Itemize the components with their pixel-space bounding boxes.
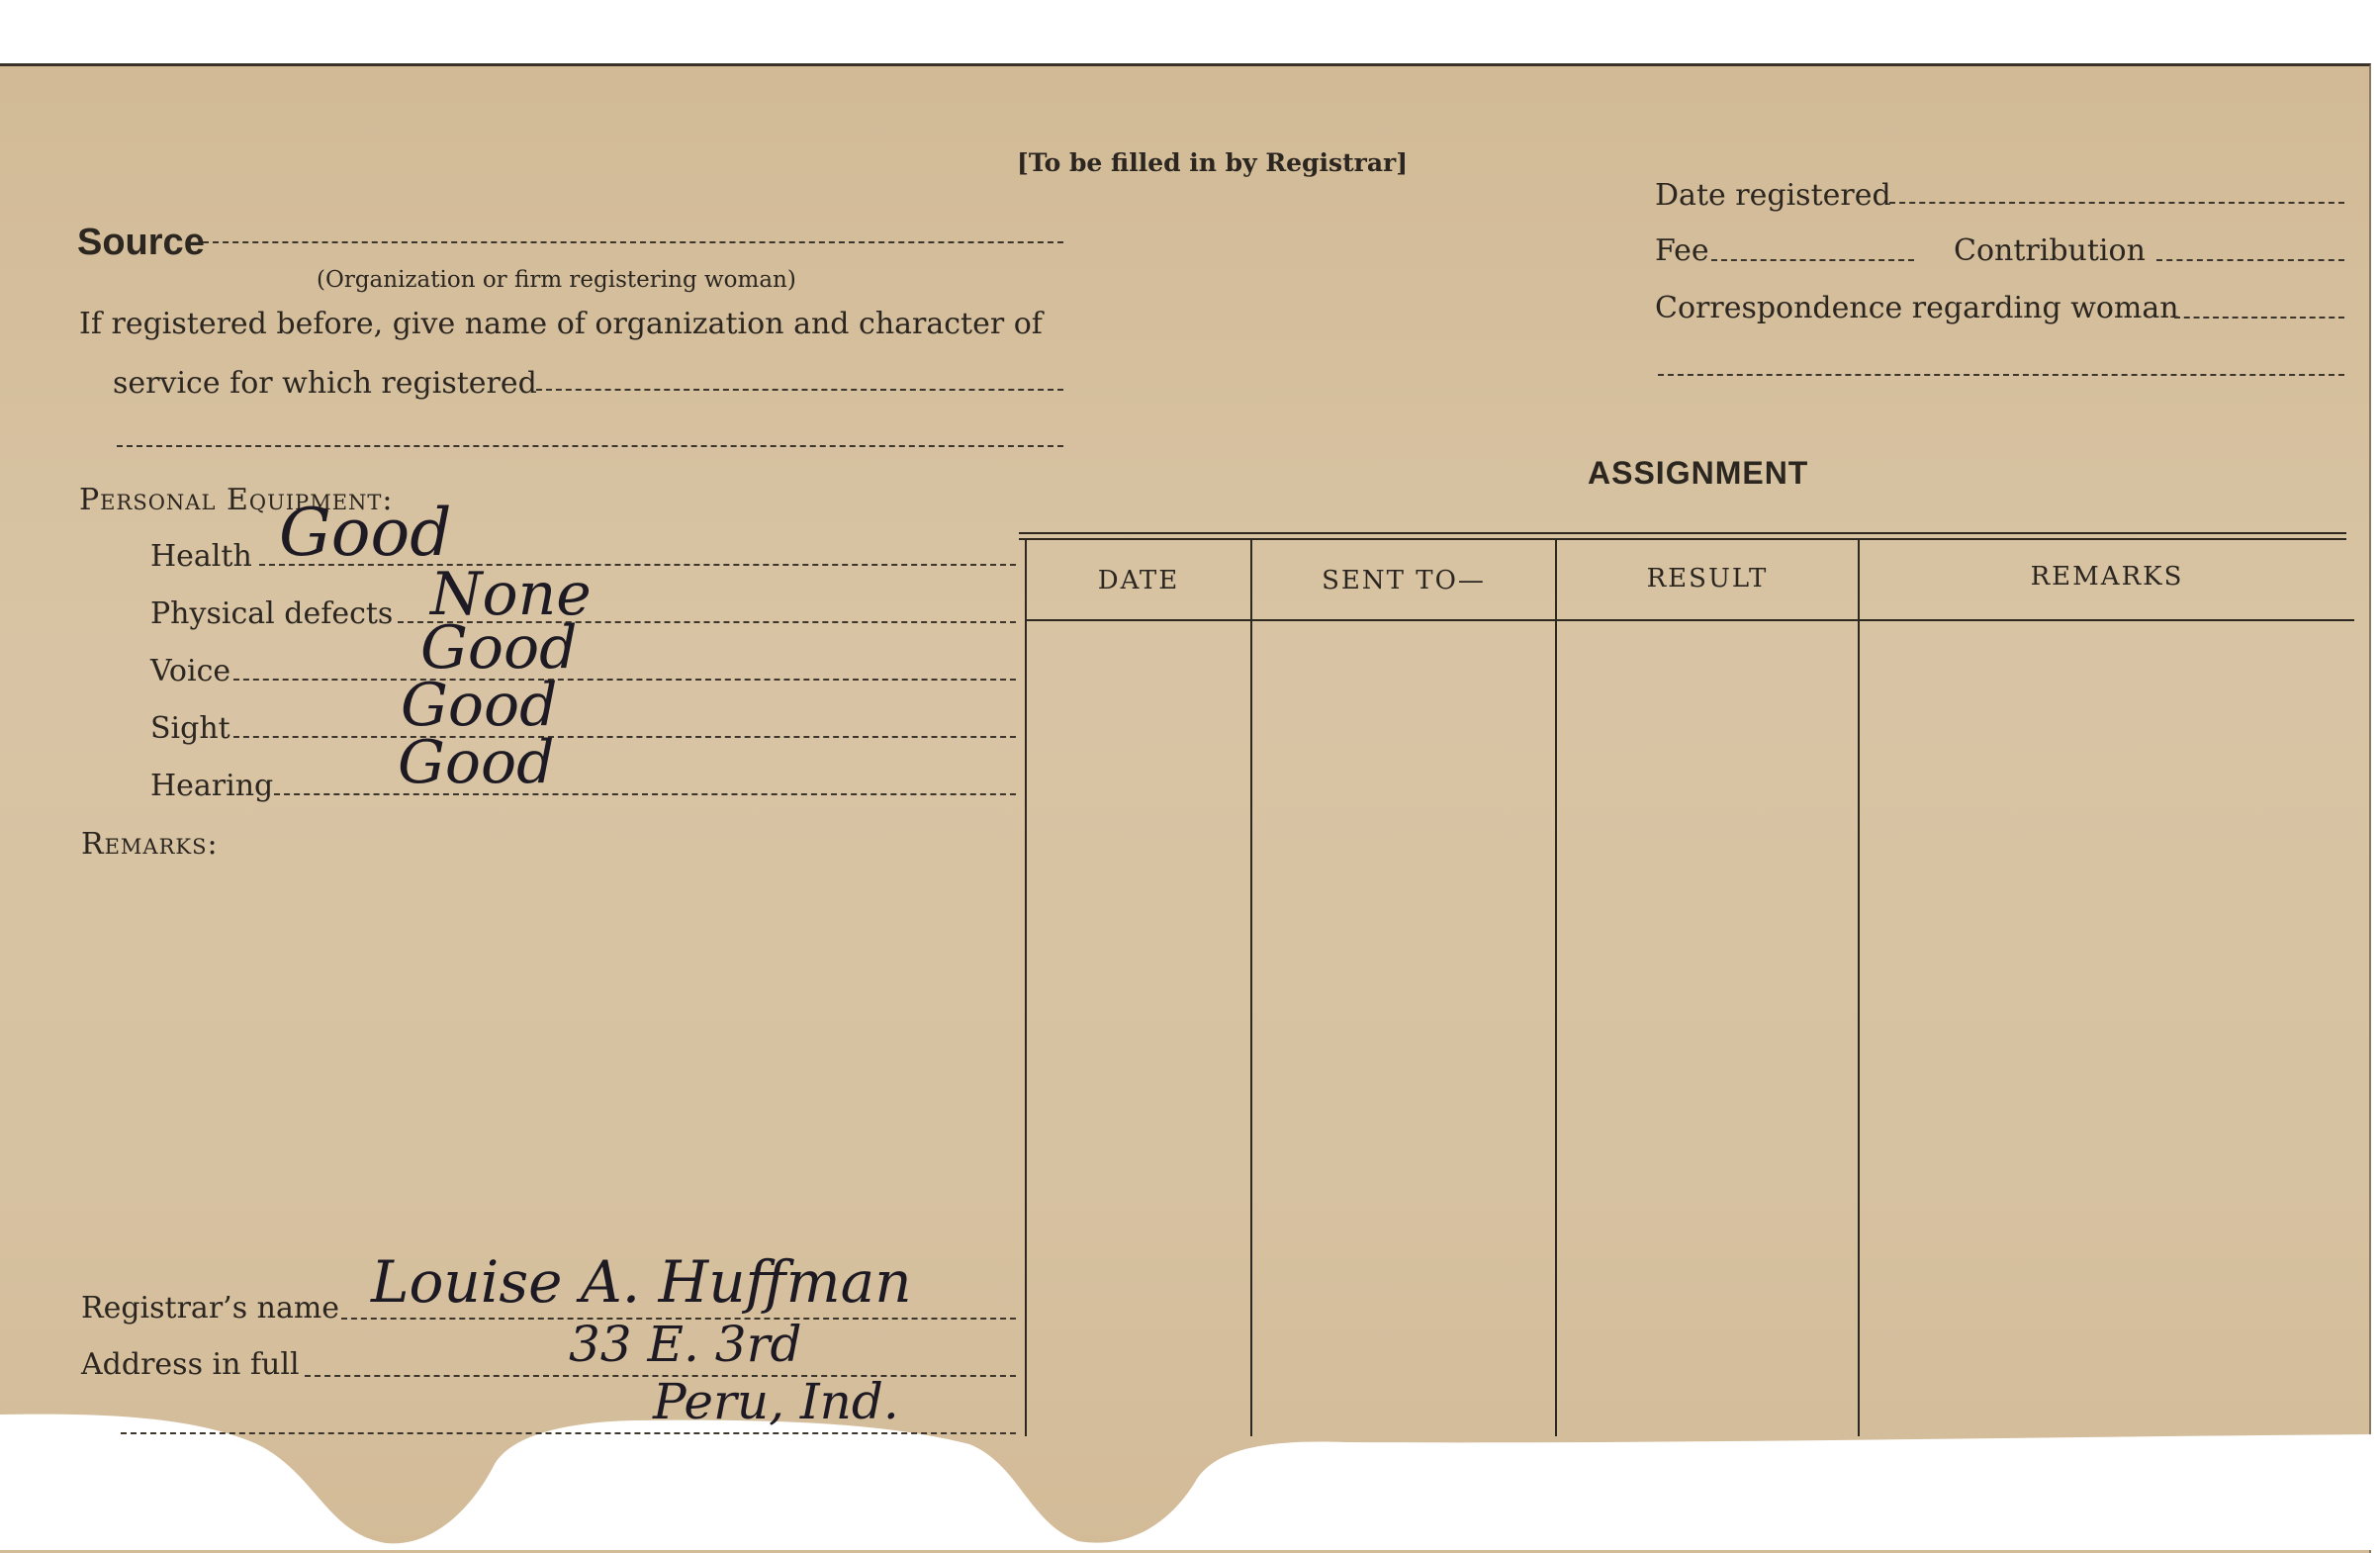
personal-equipment-title: Personal Equipment:: [79, 483, 394, 517]
voice-line[interactable]: [233, 679, 1016, 681]
column-divider-1: [1250, 540, 1252, 1436]
column-divider-2: [1555, 540, 1557, 1436]
health-value: Good: [279, 495, 452, 571]
registered-before-line-1[interactable]: [536, 389, 1063, 391]
assignment-top-rule: [1019, 532, 2346, 534]
correspondence-label: Correspondence regarding woman: [1655, 291, 2179, 325]
assignment-title: ASSIGNMENT: [1588, 455, 1809, 491]
correspondence-line-2[interactable]: [1658, 374, 2344, 376]
registrar-name-value: Louise A. Huffman: [371, 1248, 912, 1316]
hearing-value: Good: [398, 728, 555, 797]
voice-label: Voice: [150, 654, 231, 688]
hearing-label: Hearing: [150, 769, 274, 803]
date-registered-label: Date registered: [1655, 178, 1891, 213]
torn-edge: [0, 1385, 2380, 1550]
sight-label: Sight: [150, 711, 230, 746]
registered-before-label-1: If registered before, give name of organization and character of: [79, 307, 1043, 341]
physical-defects-label: Physical defects: [150, 596, 394, 631]
column-header-sent-to: SENT TO—: [1322, 566, 1486, 595]
fee-label: Fee: [1655, 233, 1709, 268]
remarks-label: Remarks:: [81, 827, 219, 862]
column-header-remarks: REMARKS: [2030, 562, 2184, 592]
contribution-label: Contribution: [1954, 233, 2146, 268]
source-label: Source: [77, 222, 205, 263]
address-label: Address in full: [81, 1347, 300, 1382]
registered-before-line-2[interactable]: [117, 445, 1063, 447]
contribution-line[interactable]: [2156, 259, 2344, 261]
sight-value: Good: [401, 671, 558, 740]
column-divider-0: [1025, 540, 1027, 1436]
registrar-note: [To be filled in by Registrar]: [1017, 148, 1409, 177]
address-value-2: Peru, Ind.: [653, 1373, 899, 1430]
source-line[interactable]: [203, 241, 1063, 243]
date-registered-line[interactable]: [1889, 202, 2344, 204]
health-label: Health: [150, 539, 252, 574]
source-hint: (Organization or firm registering woman): [317, 267, 796, 293]
column-header-result: RESULT: [1646, 564, 1769, 594]
column-header-date: DATE: [1097, 566, 1180, 595]
sight-line[interactable]: [233, 736, 1016, 738]
fee-line[interactable]: [1711, 259, 1914, 261]
assignment-top-rule-2: [1019, 538, 2346, 540]
header-rule: [1025, 619, 2354, 621]
physical-defects-value: None: [430, 560, 592, 629]
column-divider-3: [1858, 540, 1860, 1436]
registered-before-label-2: service for which registered: [113, 366, 537, 401]
correspondence-line-1[interactable]: [2174, 317, 2344, 319]
address-line-2[interactable]: [121, 1432, 1016, 1434]
address-value-1: 33 E. 3rd: [569, 1316, 802, 1373]
voice-value: Good: [420, 613, 578, 683]
registrar-name-label: Registrar’s name: [81, 1291, 340, 1325]
hearing-line[interactable]: [274, 793, 1016, 795]
